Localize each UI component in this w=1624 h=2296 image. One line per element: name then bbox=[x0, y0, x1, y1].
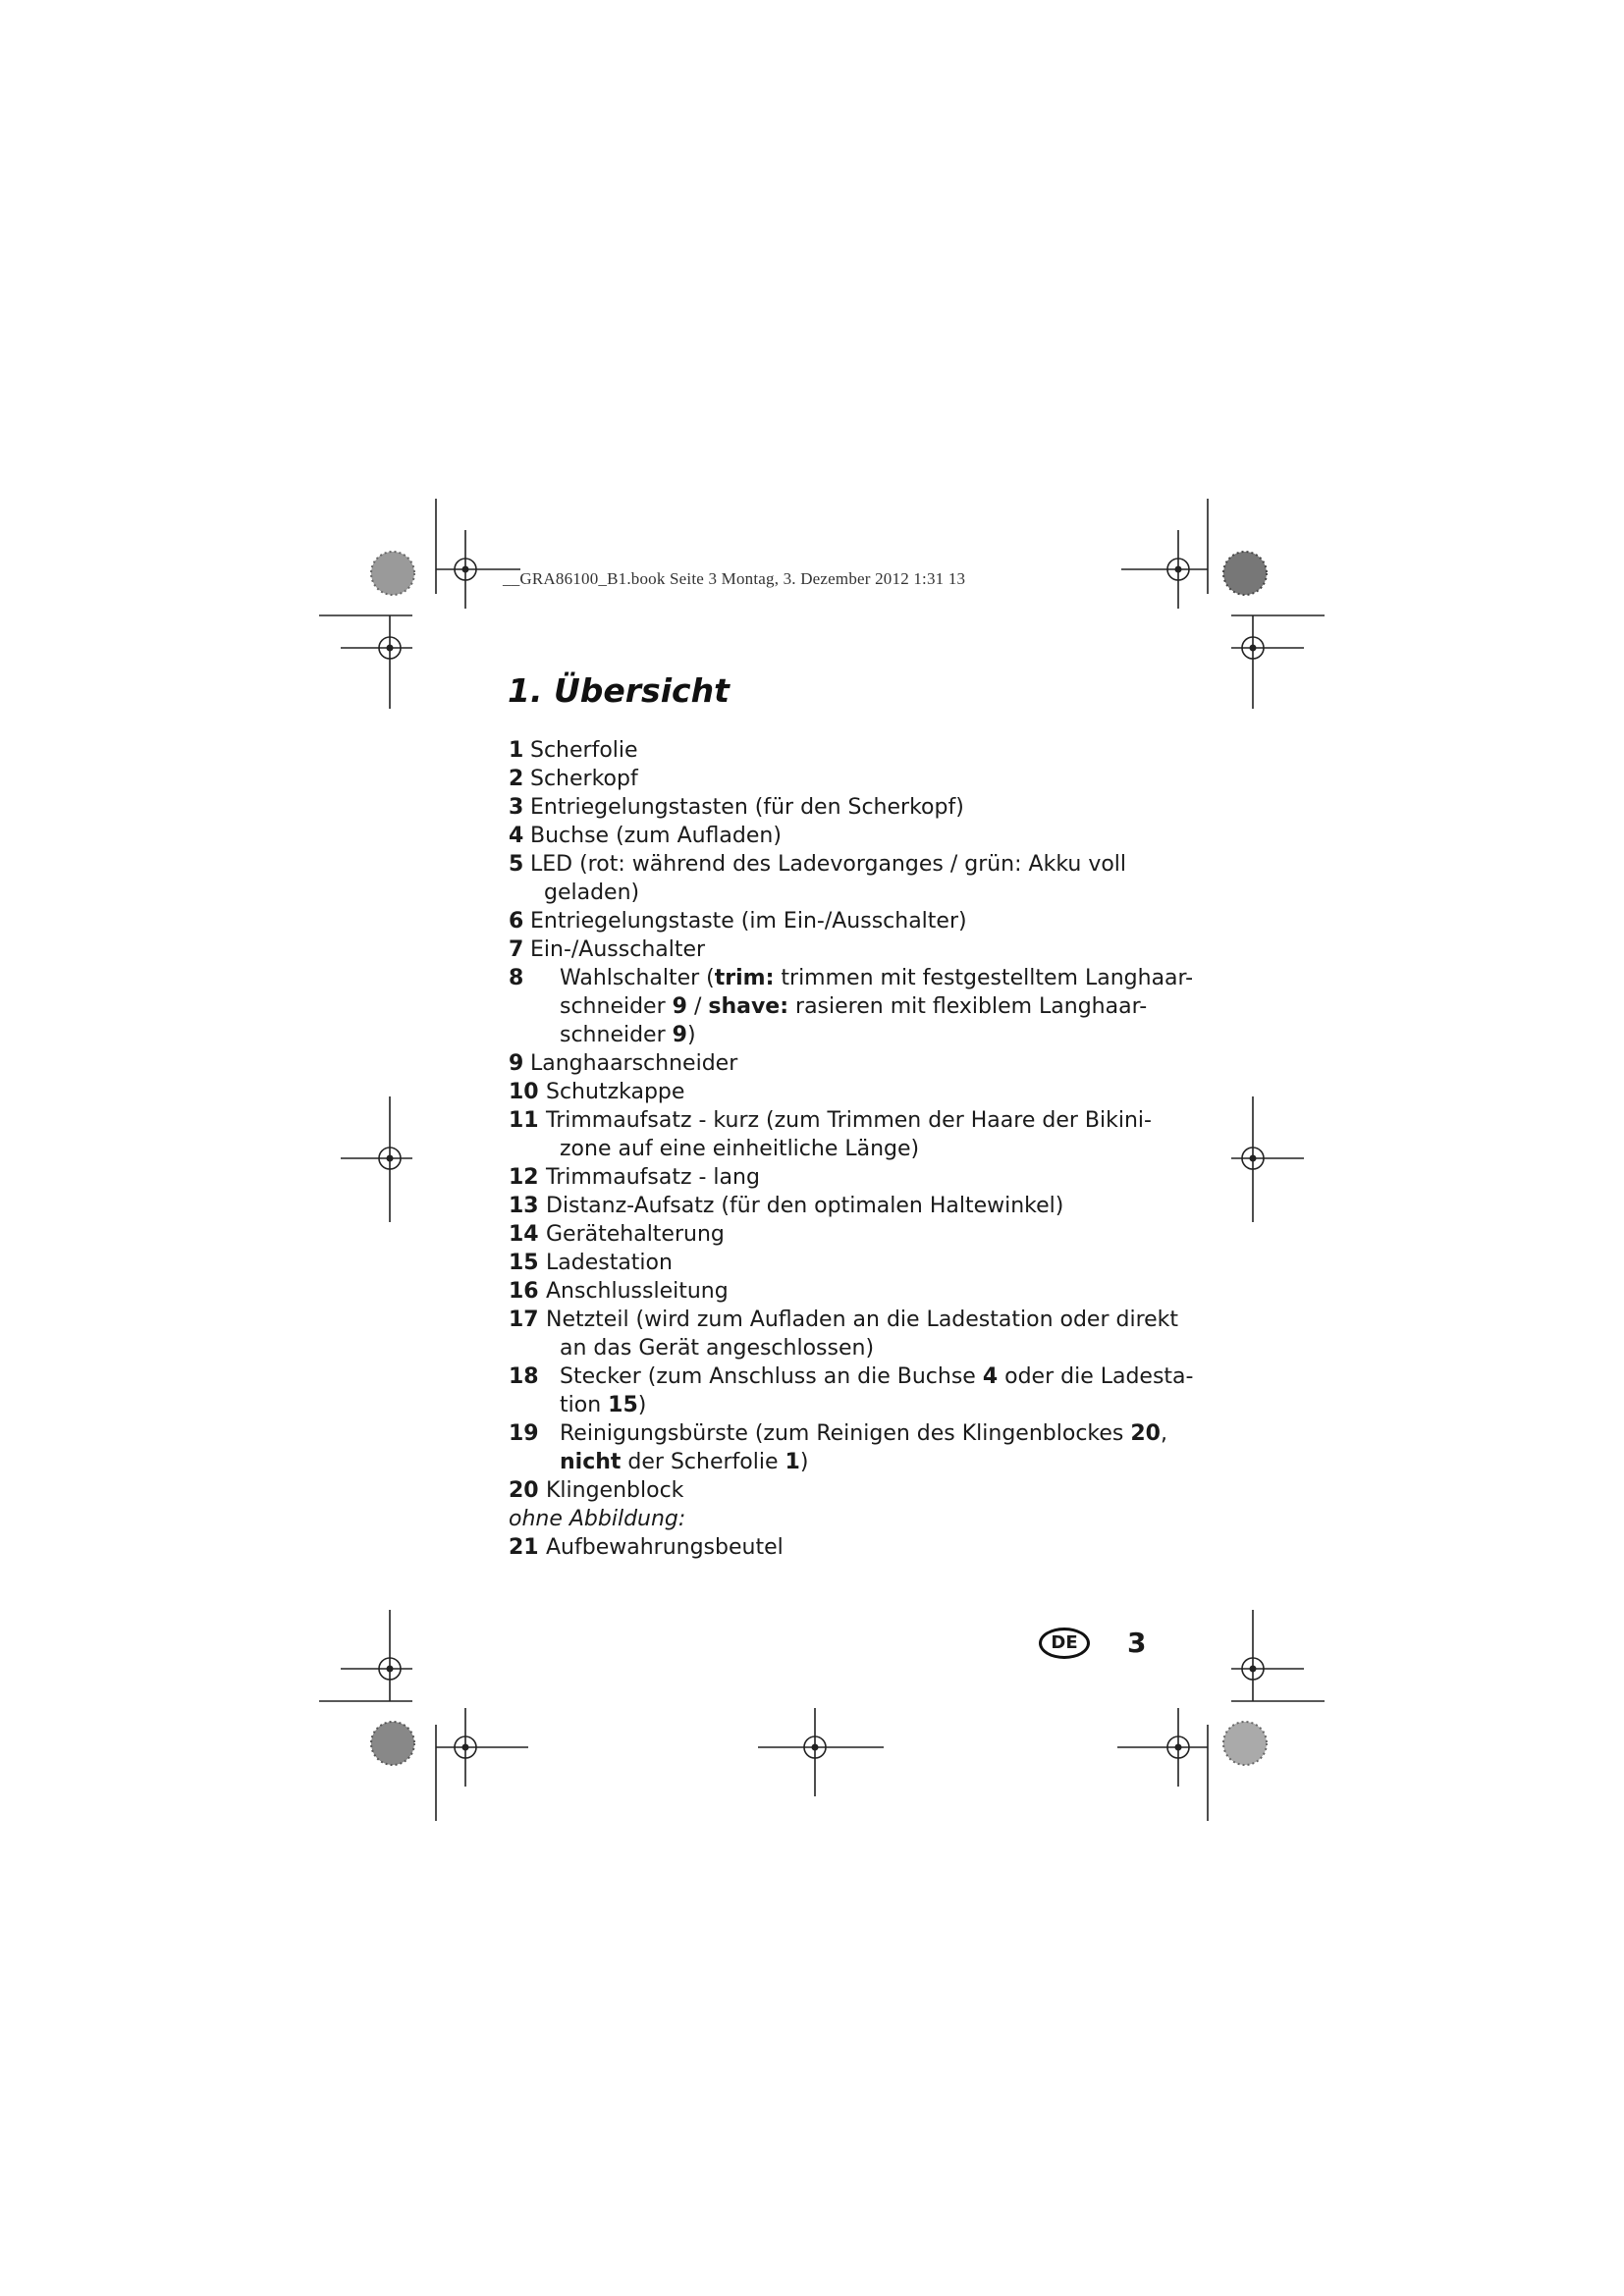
page-footer bbox=[1039, 1627, 1146, 1659]
item-label-line: Reinigungsbürste (zum Reinigen des Klingenblockes 20, bbox=[560, 1421, 1167, 1446]
item-label-line: tion 15) bbox=[560, 1393, 647, 1417]
item-label-line: LED (rot: während des Ladevorganges / grün: Akku voll bbox=[530, 852, 1127, 877]
item-label-line: Entriegelungstaste (im Ein-/Ausschalter) bbox=[530, 909, 967, 934]
item-label-line: Langhaarschneider bbox=[530, 1051, 738, 1076]
language-badge: DE bbox=[1039, 1628, 1090, 1659]
item-number: 4 bbox=[509, 824, 524, 848]
item-number: 2 bbox=[509, 767, 524, 791]
list-item bbox=[509, 907, 1157, 935]
item-label-line: Buchse (zum Aufladen) bbox=[530, 824, 782, 848]
item-label-line: Schutzkappe bbox=[546, 1080, 685, 1104]
list-item bbox=[509, 850, 1157, 907]
item-number: 8 bbox=[509, 966, 524, 990]
item-number: 6 bbox=[509, 909, 524, 934]
item-label-line: schneider 9 / shave: rasieren mit flexiblem Langhaar- bbox=[560, 994, 1148, 1019]
item-number: 5 bbox=[509, 852, 524, 877]
item-label-line: Trimmaufsatz - kurz (zum Trimmen der Haare der Bikini- bbox=[546, 1108, 1152, 1133]
list-item bbox=[509, 1163, 1157, 1192]
item-number: 1 bbox=[509, 738, 524, 763]
list-item bbox=[509, 1476, 1157, 1505]
list-item bbox=[509, 1106, 1157, 1163]
item-label-line: schneider 9) bbox=[560, 1023, 696, 1047]
item-number: 12 bbox=[509, 1165, 539, 1190]
list-item bbox=[509, 964, 1194, 1049]
parts-list-main bbox=[509, 736, 1194, 1505]
item-label-line: Ladestation bbox=[546, 1251, 673, 1275]
item-label-line: Anschlussleitung bbox=[546, 1279, 729, 1304]
parts-list-after bbox=[509, 1533, 1157, 1562]
item-label-line: Klingenblock bbox=[546, 1478, 684, 1503]
item-label-line: nicht der Scherfolie 1) bbox=[560, 1450, 809, 1474]
list-item bbox=[509, 1049, 1157, 1078]
item-label-line: zone auf eine einheitliche Länge) bbox=[560, 1137, 920, 1161]
item-label-line: Scherfolie bbox=[530, 738, 638, 763]
item-label-line: Trimmaufsatz - lang bbox=[546, 1165, 760, 1190]
item-label-line: Gerätehalterung bbox=[546, 1222, 725, 1247]
list-item bbox=[509, 1306, 1179, 1362]
section-title: 1. Übersicht bbox=[508, 671, 730, 710]
item-label-line: Aufbewahrungsbeutel bbox=[546, 1535, 784, 1560]
list-item bbox=[509, 1533, 1157, 1562]
item-number: 14 bbox=[509, 1222, 539, 1247]
list-item bbox=[509, 793, 1157, 822]
item-label-line: Ein-/Ausschalter bbox=[530, 937, 706, 962]
list-item bbox=[509, 1192, 1157, 1220]
item-number: 9 bbox=[509, 1051, 524, 1076]
caption-ohne-abbildung: ohne Abbildung: bbox=[509, 1507, 686, 1531]
item-label-line: Scherkopf bbox=[530, 767, 638, 791]
item-number: 18 bbox=[509, 1364, 539, 1389]
crosshair-top-right bbox=[1121, 530, 1208, 609]
item-label-line: Netzteil (wird zum Aufladen an die Ladestation oder direkt bbox=[546, 1308, 1179, 1332]
list-item bbox=[509, 736, 1157, 765]
list-item bbox=[509, 1078, 1157, 1106]
item-number: 7 bbox=[509, 937, 524, 962]
list-item bbox=[509, 1220, 1157, 1249]
item-number: 10 bbox=[509, 1080, 539, 1104]
page-number: 3 bbox=[1127, 1627, 1147, 1659]
item-label-line: Stecker (zum Anschluss an die Buchse 4 oder die Ladesta- bbox=[560, 1364, 1194, 1389]
list-item bbox=[509, 1362, 1194, 1419]
item-number: 13 bbox=[509, 1194, 539, 1218]
parts-list bbox=[509, 736, 1194, 1562]
list-item bbox=[509, 765, 1157, 793]
item-number: 17 bbox=[509, 1308, 539, 1332]
item-number: 11 bbox=[509, 1108, 539, 1133]
file-header-line: __GRA86100_B1.book Seite 3 Montag, 3. Dezember 2012 1:31 13 bbox=[503, 569, 966, 588]
item-number: 20 bbox=[509, 1478, 539, 1503]
list-item bbox=[509, 822, 1157, 850]
item-label-line: geladen) bbox=[544, 881, 640, 905]
item-label-line: Entriegelungstasten (für den Scherkopf) bbox=[530, 795, 964, 820]
item-number: 15 bbox=[509, 1251, 539, 1275]
item-number: 16 bbox=[509, 1279, 539, 1304]
list-item bbox=[509, 1277, 1157, 1306]
item-number: 21 bbox=[509, 1535, 539, 1560]
list-item bbox=[509, 1249, 1157, 1277]
item-number: 3 bbox=[509, 795, 524, 820]
item-label-line: an das Gerät angeschlossen) bbox=[560, 1336, 875, 1361]
item-label-line: Distanz-Aufsatz (für den optimalen Haltewinkel) bbox=[546, 1194, 1064, 1218]
item-label-line: Wahlschalter (trim: trimmen mit festgestelltem Langhaar- bbox=[560, 966, 1194, 990]
item-number: 19 bbox=[509, 1421, 539, 1446]
list-item bbox=[509, 1419, 1167, 1476]
list-item bbox=[509, 935, 1157, 964]
